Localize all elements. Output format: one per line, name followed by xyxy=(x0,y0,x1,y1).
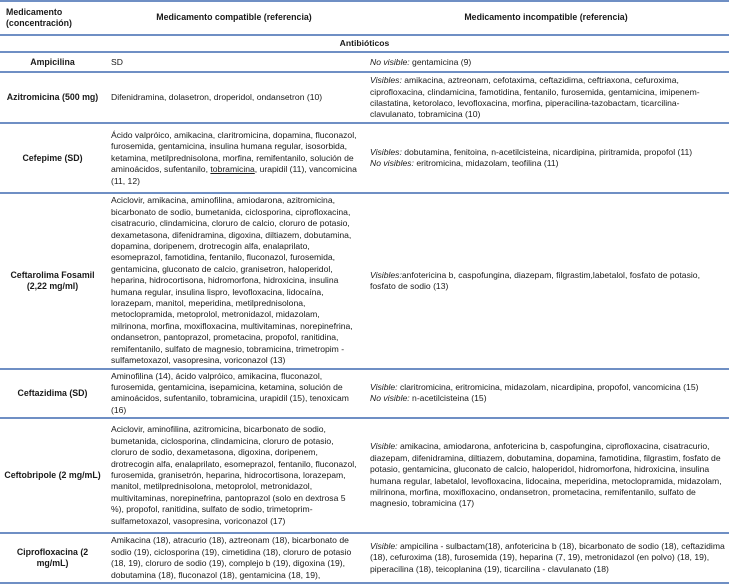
table-row xyxy=(0,533,729,583)
incompat-text: claritromicina, eritromicina, midazolam, nicardipina, propofol, vancomicina (15) xyxy=(397,381,699,392)
incompat-text: eritromicina, midazolam, teofilina (11) xyxy=(413,158,559,169)
incompat-text: dobutamina, fenitoina, n-acetilcisteina, nicardipina, piritramida, propofol (11) xyxy=(401,147,693,157)
drug-name: Ampicilina xyxy=(0,52,105,72)
drug-name: Cefepime (SD) xyxy=(0,123,105,193)
table-row xyxy=(0,193,729,368)
compatible-drugs: Aciclovir, amikacina, aminofilina, amiodarona, azitromicina, bicarbonato de sodio, bumetanida, ciclosporina, ciprofloxacina, cisatracurio, clindamicina, cloruro de calcio, cloruro de potasio, dexametasona, difenidramina, digoxina, diltiazem, dobutamina, dopamina, doripenem, drotrecogin alfa, enalaprilato, esomeprazol, famotidina, fentanilo, fluconazol, furosemida, gentamicina, gluconato de calcio, granisetron, haloperidol, heparina, hidrocortisona, hidromorfona, hidroxicina, insulina humana regular, insulina lispro, levofloxacina, lidocaína, lorazepam, manitol, meperidina, metilprednisolona, metoclopramida, metoprolol, metronidazol, midazolam, milrinona, morfina, moxifloxacina, multivitaminas, norepinefrina, ondansetron, pantoprazol, prometacina, propofol, ranitidina, remifentanilo, sulfato de magnesio, tobramicina, trimetropim - sulfametoxazol, vasopresina, voriconazol (13) xyxy=(105,193,363,368)
incompat-label: No visible: xyxy=(370,393,410,404)
incompat-label: Visible: xyxy=(370,441,398,452)
table-header-row xyxy=(0,1,729,35)
incompatible-drugs xyxy=(363,533,729,583)
table-row xyxy=(0,123,729,193)
incompat-label: Visible: xyxy=(370,541,398,552)
drug-name: Ceftarolima Fosamil (2,22 mg/ml) xyxy=(0,193,105,368)
table-row xyxy=(0,418,729,533)
incompat-text: n-acetilcisteina (15) xyxy=(409,393,487,404)
incompat-text: amikacina, amiodarona, anfotericina b, caspofungina, ciprofloxacina, cisatracurio, diazepam, difenidramina, diltiazem, dobutamina, dopamina, famotidina, filgrastim, fosfato de potasio, gentamicina, gluconato de calcio, haloperidol, hidromorfona, hidroxicina, insulina humana regular, labetalol, levofloxacina, lidocaina, meperidina, metoclopramida, midazolam, milrinona, morfina, moxifloxacino, ondansetron, prometacina, remifentanilo, sulfato de magnesio, tobramicina (17) xyxy=(370,441,722,509)
drug-name: Azitromicina (500 mg) xyxy=(0,72,105,123)
table-row xyxy=(0,72,729,123)
compat-underlined: tobramicina xyxy=(210,164,255,175)
drug-name: Ciprofloxacina (2 mg/mL) xyxy=(0,533,105,583)
incompat-label: Visibles: xyxy=(370,269,402,280)
compat-text: , urapidil (11), vancomicina (11, 12) xyxy=(111,164,357,186)
table-row xyxy=(0,52,729,72)
compatible-drugs: SD xyxy=(105,52,363,72)
incompatible-drugs xyxy=(363,52,729,72)
incompat-text: anfotericina b, caspofungina, diazepam, filgrastim,labetalol, fosfato de potasio, fosfato de sodio (13) xyxy=(370,269,700,291)
header-drug: Medicamento (concentración) xyxy=(0,1,105,35)
incompatible-drugs xyxy=(363,72,729,123)
section-row xyxy=(0,35,729,52)
incompatible-drugs xyxy=(363,193,729,368)
compatible-drugs: Aminofilina (14), ácido valpróico, amikacina, fluconazol, furosemida, gentamicina, isepamicina, ketamina, solución de aminoácidos, sufentanilo, tobramicina, urapidil (15), tenoxicam (16) xyxy=(105,369,363,419)
drug-name: Ceftazidima (SD) xyxy=(0,369,105,419)
incompatible-drugs xyxy=(363,369,729,419)
incompatible-drugs xyxy=(363,123,729,193)
incompat-text: amikacina, aztreonam, cefotaxima, ceftazidima, ceftriaxona, cefuroxima, ciprofloxacina, clindamicina, famotidina, fentanilo, furosemida, gentamicina, imipenem-cilastatina, ketorolaco, levofloxacina, morfina, piperacilina-tazobactam, ticarcilina-clavulanato, tobramicina (10) xyxy=(370,75,700,120)
table-row xyxy=(0,369,729,419)
compatible-drugs: Amikacina (18), atracurio (18), aztreonam (18), bicarbonato de sodio (19), ciclosporina (19), cimetidina (18), cloruro de potasio (18, 19), cloruro de sodio (19), complejo b (19), digoxina (19), dobutamina (18), fluconazol (18), gentamicina (18, 19), xyxy=(105,533,363,583)
compatible-drugs: Aciclovir, aminofilina, azitromicina, bicarbonato de sodio, bumetanida, ciclosporina, clindamicina, cloruro de potasio, cloruro de sodio, dexametasona, digoxina, doripenem, drotrecogin alfa, enalaprilato, esomeprazol, fentanilo, fluconazol, furosemida, granisetrón, heparina, hidrocortisona, lorazepam, manitol, metilprednisolona, metoprolol, metronidazol, multivitaminas, norepinefrina, pantoprazol (solo en dextrosa 5 %), propofol, ranitidina, sulfato de sodio, trimetoprim- sulfametoxazol, vasopresina, voriconazol (17) xyxy=(105,418,363,533)
compatible-drugs: Difenidramina, dolasetron, droperidol, ondansetron (10) xyxy=(105,72,363,123)
compat-text: Ácido valpróico, amikacina, claritromicina, dopamina, fluconazol, furosemida, gentamicina, insulina humana regular, isosorbida, ketamina, metilprednisolona, morfina, remifentanilo, solución de aminoácidos, sufentanilo, xyxy=(111,129,357,175)
incompat-text: gentamicina (9) xyxy=(409,56,472,67)
header-incompatible: Medicamento incompatible (referencia) xyxy=(363,1,729,35)
section-title: Antibióticos xyxy=(0,35,729,52)
incompat-label: No visibles: xyxy=(370,158,414,169)
incompat-label: Visibles: xyxy=(370,147,402,157)
compatible-drugs xyxy=(105,123,363,193)
header-compatible: Medicamento compatible (referencia) xyxy=(105,1,363,35)
incompat-label: No visible: xyxy=(370,56,410,67)
drug-name: Ceftobripole (2 mg/mL) xyxy=(0,418,105,533)
incompat-label: Visible: xyxy=(370,381,398,392)
incompat-label: Visibles: xyxy=(370,75,402,86)
incompatible-drugs xyxy=(363,418,729,533)
incompat-text: ampicilina - sulbactam(18), anfotericina b (18), bicarbonato de sodio (18), ceftazidima (18), cefuroxima (18), furosemida (19), heparina (7, 19), metronidazol (en polvo) (18, 19), piperacilina (18), teicoplanina (19), ticarcilina - clavulanato (18) xyxy=(370,541,725,574)
